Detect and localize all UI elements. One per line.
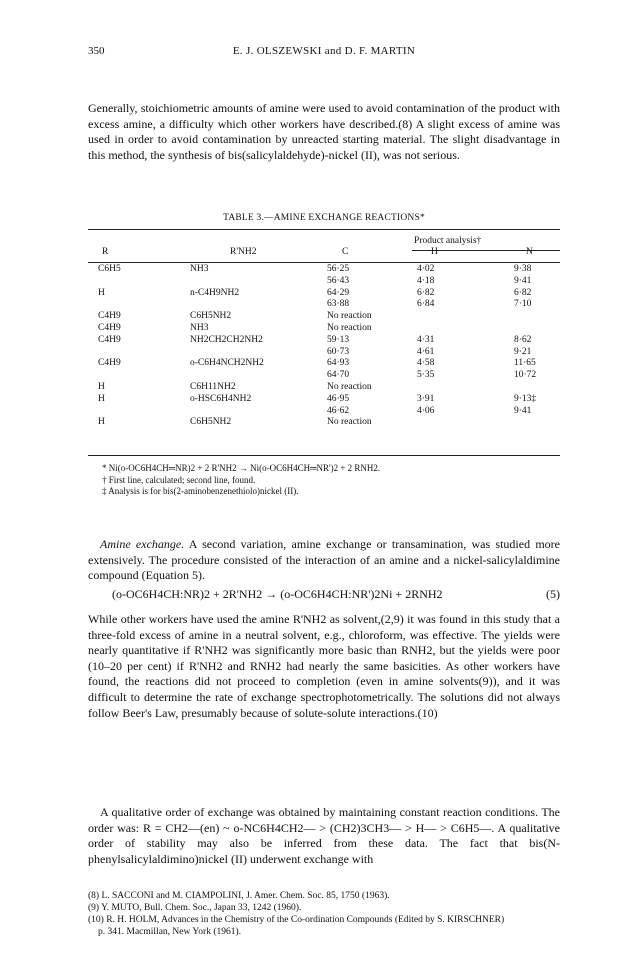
order-paragraph: A qualitative order of exchange was obtained by maintaining constant reaction conditions. The order was: R = CH2—(en) ~ o-NC6H4CH2— > (CH2)3CH3— > H— > C6H5—. A qualitative order of stability may also be inferred from these data. The fact that bis(N-phenylsalicylaldimino)nickel (II) underwent exchange with (88, 805, 560, 866)
column-header-r: R (102, 247, 109, 257)
cell-r: H (98, 287, 105, 298)
cell-h: 4·18 (417, 275, 435, 286)
cell-h: 6·84 (417, 299, 435, 310)
cell-n: 10·72 (514, 370, 537, 381)
reference-10-continued: p. 341. Macmillan, New York (1961). (98, 927, 242, 937)
cell-c: 56·25 (327, 264, 350, 274)
page-number: 350 (88, 45, 105, 57)
cell-h: 6·82 (417, 287, 435, 298)
table-row (88, 288, 560, 300)
cell-r: C6H5 (98, 264, 121, 274)
cell-rnh2: NH2CH2CH2NH2 (190, 334, 263, 345)
cell-rnh2: n-C4H9NH2 (190, 287, 240, 298)
cell-r: C4H9 (98, 322, 121, 333)
cell-h: 4·02 (417, 264, 435, 274)
cell-h: 4·06 (417, 405, 435, 416)
cell-c: 56·43 (327, 275, 350, 286)
running-head-authors: E. J. OLSZEWSKI and D. F. MARTIN (232, 45, 416, 57)
table-row (88, 347, 560, 359)
cell-c: 60·73 (327, 346, 350, 357)
cell-n: 11·65 (514, 358, 536, 369)
cell-h: 5·35 (417, 370, 435, 381)
page-header (88, 45, 560, 61)
solvent-paragraph: While other workers have used the amine R'NH2 as solvent,(2,9) it was found in this study that a three-fold excess of amine in a neutral solvent, e.g., chloroform, was effective. The yields were nearly quantitative if R'NH2 was significantly more basic than RNH2, but the yields were poor (10–20 per cent) if R'NH2 and RNH2 had nearly the same basicities. As other workers have found, the reactions did not proceed to completion (even in amine solvents(9)), and it was difficult to determine the rate of exchange spectrophotometrically. The solutions did not always follow Beer's Law, presumably because of solute-solute interactions.(10) (88, 612, 560, 720)
column-header-h: H (431, 247, 438, 257)
table-row (88, 311, 560, 323)
cell-n: 7·10 (514, 299, 532, 310)
table-row (88, 370, 560, 382)
cell-r: H (98, 381, 105, 392)
footnote-reaction: * Ni(o-OC6H4CH═NR)2 + 2 R'NH2 → Ni(o-OC6H4CH═NR')2 + 2 RNH2. (102, 463, 381, 473)
table-row (88, 276, 560, 288)
table-row (88, 335, 560, 347)
table-row (88, 358, 560, 370)
cell-rnh2: NH3 (190, 322, 209, 333)
cell-rnh2: C6H5NH2 (190, 311, 232, 322)
section-text: A second variation, amine exchange or transamination, was studied more extensively. The procedure consisted of the interaction of an amine and a nickel-salicylaldimine compound (Equation 5). (88, 537, 560, 583)
table-row (88, 394, 560, 406)
cell-n: 9·13‡ (514, 393, 537, 404)
reference-10: (10) R. H. HOLM, Advances in the Chemistry of the Co-ordination Compounds (Edited by S. KIRSCHNER) (88, 915, 505, 925)
intro-paragraph: Generally, stoichiometric amounts of amine were used to avoid contamination of the product with excess amine, a difficulty which other workers have described.(8) A slight excess of amine was used in order to avoid contamination by unreacted starting material. The slight disadvantage in this method, the synthesis of bis(salicylaldehyde)-nickel (II), was not serious. (88, 101, 560, 162)
equation-expression: (o-OC6H4CH:NR)2 + 2R'NH2 → (o-OC6H4CH:NR')2Ni + 2RNH2 (112, 587, 443, 601)
product-analysis-header: Product analysis† (414, 236, 482, 246)
cell-h: 4·61 (417, 346, 435, 357)
cell-c: 46·62 (327, 405, 350, 416)
equation-5 (88, 586, 560, 602)
cell-rnh2: o-C6H4NCH2NH2 (190, 358, 264, 369)
cell-n: 9·41 (514, 275, 532, 286)
cell-rnh2: C6H11NH2 (190, 381, 236, 392)
amine-exchange-paragraph (88, 537, 560, 584)
column-header-rnh2: R'NH2 (230, 247, 257, 257)
cell-c: 64·93 (327, 358, 350, 369)
table-header-rule (88, 262, 560, 263)
table-body (88, 264, 560, 429)
cell-c: 46·95 (327, 393, 350, 404)
table-header (88, 234, 560, 258)
table-row (88, 264, 560, 276)
cell-h: 3·91 (417, 393, 435, 404)
table-caption: TABLE 3.—AMINE EXCHANGE REACTIONS* (223, 213, 425, 223)
column-header-n: N (526, 247, 533, 257)
cell-c: 63·88 (327, 299, 350, 310)
table-row (88, 406, 560, 418)
cell-c: No reaction (327, 322, 372, 333)
cell-r: C4H9 (98, 334, 121, 345)
table-top-rule (88, 229, 560, 230)
cell-h: 4·58 (417, 358, 435, 369)
cell-rnh2: NH3 (190, 264, 209, 274)
reference-9: (9) Y. MUTO, Bull. Chem. Soc., Japan 33, 1242 (1960). (88, 903, 302, 913)
footnote-lines: † First line, calculated; second line, found. (102, 474, 256, 485)
cell-n: 9·41 (514, 405, 532, 416)
cell-r: H (98, 417, 105, 428)
cell-n: 9·38 (514, 264, 532, 274)
section-heading: Amine exchange. (100, 537, 185, 551)
cell-r: H (98, 393, 105, 404)
cell-c: 59·13 (327, 334, 350, 345)
cell-c: No reaction (327, 417, 372, 428)
reference-8: (8) L. SACCONI and M. CIAMPOLINI, J. Amer. Chem. Soc. 85, 1750 (1963). (88, 891, 390, 901)
equation-number: (5) (546, 587, 560, 601)
table-row (88, 323, 560, 335)
table-row (88, 299, 560, 311)
cell-c: No reaction (327, 311, 372, 322)
cell-c: 64·70 (327, 370, 350, 381)
cell-n: 9·21 (514, 346, 532, 357)
amine-exchange-table (88, 234, 560, 428)
table-row (88, 417, 560, 429)
cell-rnh2: o-HSC6H4NH2 (190, 393, 252, 404)
cell-rnh2: C6H5NH2 (190, 417, 232, 428)
column-header-c: C (342, 247, 349, 257)
cell-r: C4H9 (98, 311, 121, 322)
cell-c: 64·29 (327, 287, 350, 298)
table-footnotes (102, 463, 380, 498)
cell-r: C4H9 (98, 358, 121, 369)
cell-h: 4·31 (417, 334, 435, 345)
footnote-analysis: ‡ Analysis is for bis(2-aminobenzenethiolo)nickel (II). (102, 486, 299, 497)
cell-n: 8·62 (514, 334, 532, 345)
references (88, 890, 560, 938)
table-row (88, 382, 560, 394)
cell-n: 6·82 (514, 287, 532, 298)
table-bottom-rule (88, 455, 560, 456)
cell-c: No reaction (327, 381, 372, 392)
